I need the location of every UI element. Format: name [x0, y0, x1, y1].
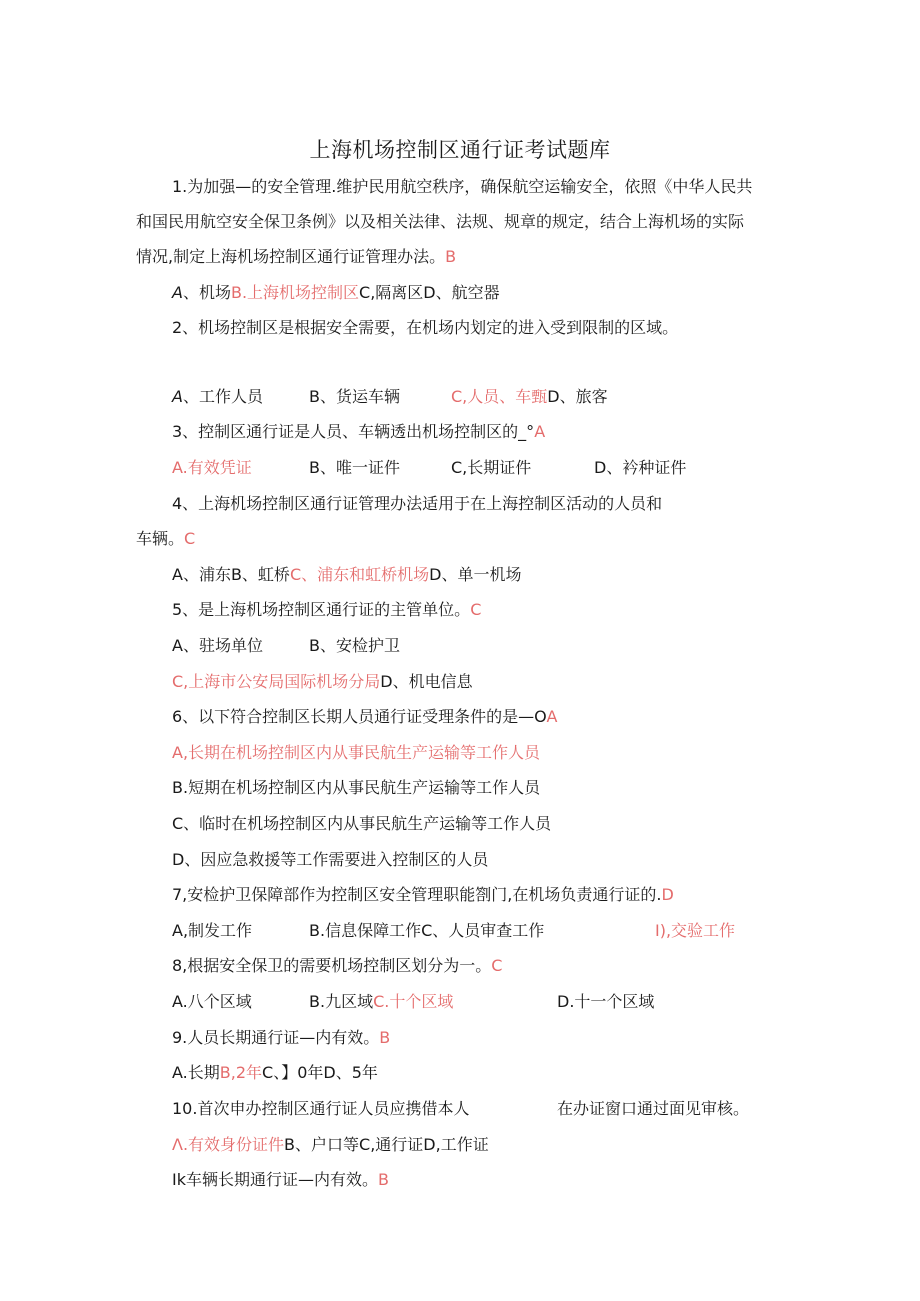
question-1-option-b: B.上海机场控制区 [230, 283, 360, 302]
question-5-option-d: D、机电信息 [380, 672, 473, 691]
question-5-option-a: A、驻场单位 [172, 636, 263, 655]
page-title: 上海机场控制区通行证考试题库 [309, 138, 611, 162]
question-10-options [172, 1135, 489, 1155]
question-3-option-a: A.有效凭证 [172, 458, 252, 477]
question-2-option-cd [451, 387, 608, 407]
question-11-stem [172, 1170, 389, 1190]
question-8-option-d: D.十一个区域 [557, 992, 655, 1011]
question-7-answer: D [661, 885, 674, 904]
question-2-stem: 2、机场控制区是根据安全需要，在机场内划定的进入受到限制的区域。 [172, 318, 679, 337]
question-2-option-a-letter: A [172, 387, 183, 406]
question-9-options [172, 1063, 378, 1083]
question-3-option-b: B、唯一证件 [309, 458, 400, 477]
question-11-stem-text: Ik车辆长期通行证—内有效。 [172, 1170, 378, 1189]
question-10-stem-left: 10.首次申办控制区通行证人员应携借本人 [172, 1099, 470, 1118]
question-4-line-1: 4、上海机场控制区通行证管理办法适用于在上海控制区活动的人员和 [172, 494, 663, 513]
question-9-answer: B [379, 1028, 391, 1047]
question-1-options [172, 283, 500, 303]
question-1-answer: B [445, 247, 457, 266]
question-8-option-c: C.十个区域 [373, 992, 454, 1011]
question-4-stem-end: 车辆。 [136, 529, 185, 548]
question-8-stem [172, 956, 502, 976]
question-2-option-b: B、货运车辆 [309, 387, 400, 406]
question-3-stem [172, 422, 545, 442]
question-7-option-a: A,制发工作 [172, 921, 253, 940]
question-9-option-cd: C、】0年D、5年 [262, 1063, 378, 1082]
question-1-line-1: 1.为加强—的安全管理.维护民用航空秩序，确保航空运输安全，依照《中华人民共 [172, 177, 753, 196]
question-4-answer: C [184, 529, 196, 548]
question-5-stem-text: 5、是上海机场控制区通行证的主管单位。 [172, 600, 471, 619]
question-10-stem-right: 在办证窗口通过面见审核。 [557, 1099, 750, 1118]
question-10-option-bcd: B、户口等C,通行证D,工作证 [284, 1135, 489, 1154]
question-7-option-d: I),交验工作 [655, 921, 736, 940]
question-5-stem [172, 600, 481, 620]
question-5-option-b: B、安检护卫 [309, 636, 400, 655]
question-4-options [172, 565, 521, 585]
question-4-option-ab: A、浦东B、虹桥 [172, 565, 290, 584]
question-3-answer: A [534, 422, 546, 441]
question-1-line-2: 和国民用航空安全保卫条例》以及相关法律、法规、规章的规定，结合上海机场的实际 [136, 212, 745, 231]
question-1-option-a-letter: A [172, 283, 183, 302]
question-9-stem [172, 1028, 390, 1048]
question-4-option-d: D、单一机场 [429, 565, 522, 584]
question-2-option-c: C,人员、车甄 [451, 387, 548, 406]
question-8-option-bc [309, 992, 453, 1012]
question-3-option-d: D、衿种证件 [594, 458, 687, 477]
question-6-stem [172, 707, 557, 727]
question-4-option-c: C、浦东和虹桥机场 [289, 565, 430, 584]
question-5-answer: C [470, 600, 482, 619]
question-1-line-3 [136, 247, 456, 267]
question-9-stem-text: 9.人员长期通行证—内有效。 [172, 1028, 380, 1047]
question-9-option-b: B,2年 [219, 1063, 263, 1082]
question-11-answer: B [378, 1170, 389, 1189]
question-7-stem-text: 7,安检护卫保障部作为控制区安全管理职能劄门,在机场负责通行证的. [172, 885, 662, 904]
question-6-answer: A [546, 707, 558, 726]
question-2-option-a-text: 、工作人员 [182, 387, 263, 406]
question-7-stem [172, 885, 674, 905]
question-6-stem-text: 6、以下符合控制区长期人员通行证受理条件的是—O [172, 707, 547, 726]
question-8-stem-text: 8,根据安全保卫的需要机场控制区划分为一。 [172, 956, 492, 975]
question-2-option-a [172, 387, 263, 407]
question-6-option-a: A,长期在机场控制区内从事民航生产运输等工作人员 [172, 743, 541, 762]
question-9-option-a: A.长期 [172, 1063, 220, 1082]
question-6-option-c: C、临时在机场控制区内从事民航生产运输等工作人员 [172, 814, 552, 833]
question-8-answer: C [491, 956, 503, 975]
question-10-option-a: Λ.有效身份证件 [172, 1135, 285, 1154]
question-8-option-a: A.八个区域 [172, 992, 252, 1011]
question-8-option-b: B.九区域 [309, 992, 374, 1011]
question-3-stem-text: 3、控制区通行证是人员、车辆透出机场控制区的_° [172, 422, 535, 441]
question-5-options-cd [172, 672, 473, 692]
question-2-option-d: D、旅客 [547, 387, 608, 406]
question-4-line-2 [136, 529, 195, 549]
question-1-option-a: 、机场 [182, 283, 231, 302]
question-6-option-d: D、因应急救援等工作需要进入控制区的人员 [172, 850, 489, 869]
question-1-stem-end: 情况,制定上海机场控制区通行证管理办法。 [136, 247, 446, 266]
question-6-option-b: B.短期在机场控制区内从事民航生产运输等工作人员 [172, 778, 541, 797]
question-7-option-bc: B.信息保障工作C、人员审查工作 [309, 921, 545, 940]
question-3-option-c: C,长期证件 [451, 458, 532, 477]
question-5-option-c: C,上海市公安局国际机场分局 [172, 672, 381, 691]
question-1-option-cd: C,隔离区D、航空器 [359, 283, 500, 302]
